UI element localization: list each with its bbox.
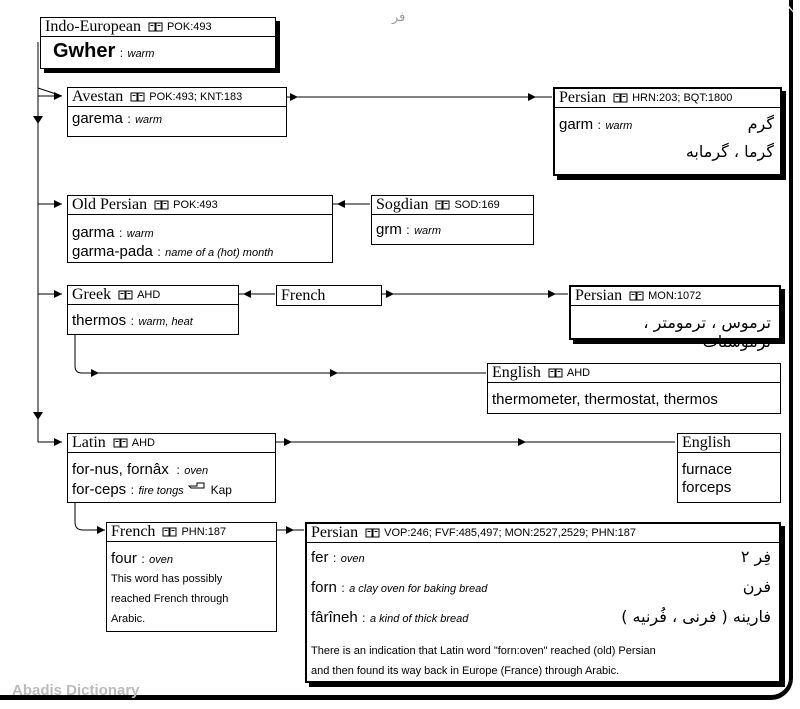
note-line: There is an indication that Latin word "forn:oven" reached (old) Persian (311, 645, 656, 657)
source-text: PHN:187 (181, 526, 227, 538)
source-reference (162, 526, 226, 538)
gloss: warm (126, 228, 154, 240)
box-header (68, 88, 286, 107)
box-body: garema : warm (72, 110, 162, 127)
box-body: grm : warm (376, 221, 441, 238)
source-reference (629, 290, 701, 302)
box-body: garm : warm گرم گرما ، گرمابه (559, 114, 774, 161)
book-icon (548, 368, 563, 378)
gloss: warm (135, 114, 162, 126)
word: garma-pada (72, 243, 153, 260)
language-label: Persian (559, 89, 607, 106)
word: garm (559, 116, 594, 133)
root-word: Gwher (53, 40, 116, 62)
word: fer (311, 549, 329, 566)
language-label: Latin (72, 434, 106, 451)
watermark: Abadis Dictionary (12, 682, 140, 699)
source-reference (548, 367, 590, 379)
book-icon (629, 291, 644, 301)
gloss: warm (605, 120, 633, 132)
box-old-persian (67, 195, 333, 263)
persian-word: فِر ۲ (740, 547, 771, 566)
arrow-right (284, 438, 292, 446)
word: forn (311, 579, 337, 596)
heading-persian-word: فر (392, 10, 406, 25)
book-icon (118, 290, 133, 300)
arrow-left (243, 290, 251, 298)
book-icon (154, 200, 169, 210)
book-icon (435, 200, 450, 210)
word: for-nus, fornâx (72, 461, 169, 478)
language-label: French (281, 286, 326, 304)
book-icon (113, 438, 128, 448)
language-label: French (111, 523, 156, 540)
box-body (571, 306, 779, 354)
box-header (68, 196, 332, 215)
language-label: Indo-European (45, 18, 141, 35)
arrow-down (33, 412, 43, 420)
source-text: HRN:203; BQT:1800 (632, 92, 733, 104)
word: for-ceps (72, 481, 127, 498)
gloss: warm (414, 225, 441, 237)
box-header (41, 18, 275, 37)
arrow-right (330, 369, 338, 377)
language-label: Old Persian (72, 196, 148, 213)
book-icon (365, 528, 380, 538)
source-reference (154, 199, 218, 211)
language-label: Persian (575, 287, 623, 304)
arrow-right (91, 369, 99, 377)
box-header (488, 364, 780, 383)
box-body: for-nus, fornâx : oven for-ceps : fire tongs Kap (72, 461, 232, 498)
source-text: SOD:169 (454, 199, 500, 211)
arrow-right (54, 438, 62, 446)
source-text: MON:1072 (648, 290, 702, 302)
gloss: fire tongs (138, 485, 184, 497)
language-label: English (492, 364, 541, 381)
language-label: Persian (311, 524, 359, 541)
english-word: furnace (682, 461, 733, 478)
book-icon (613, 93, 628, 103)
box-body: four : oven This word has possibly reached French through Arabic. (107, 542, 276, 632)
word: garema (72, 110, 123, 127)
box-avestan (67, 87, 287, 137)
arrow-left (337, 200, 345, 208)
source-text: POK:493; KNT:183 (149, 91, 243, 103)
box-persian-fer (305, 522, 781, 683)
persian-word: گرم (747, 114, 774, 133)
box-sogdian (371, 195, 534, 245)
arrow-right (528, 93, 536, 101)
box-header (555, 89, 780, 108)
persian-words: ترموس ، ترمومتر ، ترموستات (643, 313, 771, 351)
box-greek (67, 285, 239, 335)
language-label: Avestan (72, 88, 124, 105)
arrow-right (290, 93, 298, 101)
gloss: warm (127, 48, 155, 60)
box-body: Gwher : warm (53, 40, 155, 62)
arrow-right (286, 526, 294, 534)
book-icon (148, 22, 163, 32)
language-label: Greek (72, 286, 112, 303)
gloss: oven (184, 465, 209, 477)
book-icon (162, 527, 177, 537)
english-words: thermometer, thermostat, thermos (492, 391, 718, 408)
box-english-thermo (487, 363, 781, 414)
gloss: name of a (hot) month (165, 247, 274, 259)
source-text: VOP:246; FVF:485,497; MON:2527,2529; PHN:187 (384, 527, 637, 539)
note-line: Arabic. (111, 613, 146, 625)
box-header (678, 434, 780, 453)
note-line: reached French through (111, 593, 229, 605)
word: fârîneh (311, 609, 358, 626)
box-persian-garm (553, 87, 782, 176)
arrow-right (518, 438, 526, 446)
arrow-right (97, 526, 105, 534)
box-header (307, 524, 779, 543)
book-icon (130, 92, 145, 102)
source-text: AHD (131, 437, 155, 449)
box-header (277, 286, 381, 305)
source-text: POK:493 (166, 21, 212, 33)
persian-word: فارینه ( فرنی ، فُرنیه ) (621, 607, 771, 626)
source-reference (435, 199, 499, 211)
box-english-furnace (677, 433, 781, 503)
box-indo-european (40, 17, 276, 69)
word: four (111, 550, 137, 567)
note-line: This word has possibly (111, 573, 223, 585)
language-label: English (682, 434, 731, 451)
box-body: garma : warm garma-pada : name of a (hot) month (72, 224, 274, 260)
box-header (68, 286, 238, 305)
arrow-right (548, 290, 556, 298)
box-french-four (106, 522, 277, 632)
word: grm (376, 221, 402, 238)
persian-word: فرن (742, 577, 771, 596)
source-text: AHD (566, 367, 591, 379)
box-body: fer : oven فِر ۲ forn : a clay oven for baking bread فرن fârîneh : a kind of thick bread فارینه ( فرنی ، فُرنیه ) There is an indication that Latin word "forn:oven" reached (old) Persian and then found its way back in Europe (France) through Arabic. (307, 543, 779, 685)
box-header (107, 523, 276, 542)
arrow-right (54, 290, 62, 298)
gloss: oven (149, 554, 173, 566)
word: thermos (72, 312, 127, 329)
arrow-right (386, 290, 394, 298)
source-reference (113, 437, 155, 449)
source-reference (148, 21, 212, 33)
box-body (678, 453, 780, 500)
source-reference (613, 92, 732, 104)
gloss: warm, heat (138, 316, 193, 328)
gloss: a clay oven for baking bread (349, 583, 488, 595)
arrow-right (54, 200, 62, 208)
gloss: a kind of thick bread (369, 613, 469, 625)
box-header (68, 434, 275, 453)
note-line: and then found its way back in Europe (France) through Arabic. (311, 665, 620, 677)
source-reference (130, 91, 242, 103)
box-header (372, 196, 533, 215)
arrow-right (54, 92, 62, 100)
box-body: thermos : warm, heat (72, 312, 193, 329)
gloss: oven (340, 553, 365, 565)
arrow-down (33, 116, 43, 124)
source-reference (118, 289, 160, 301)
english-word: forceps (682, 479, 732, 496)
box-header (571, 287, 779, 306)
box-latin (67, 433, 276, 503)
box-french-thermos (276, 285, 382, 306)
source-text: AHD (137, 289, 161, 301)
language-label: Sogdian (376, 196, 429, 213)
box-body (488, 383, 780, 412)
source-reference (365, 527, 636, 539)
reference-text: Kap (210, 483, 232, 497)
source-text: POK:493 (173, 199, 218, 211)
box-persian-thermos (569, 285, 781, 351)
word: garma (72, 224, 115, 241)
persian-derived-words: گرما ، گرمابه (685, 142, 774, 161)
pointing-hand-icon (188, 480, 206, 490)
